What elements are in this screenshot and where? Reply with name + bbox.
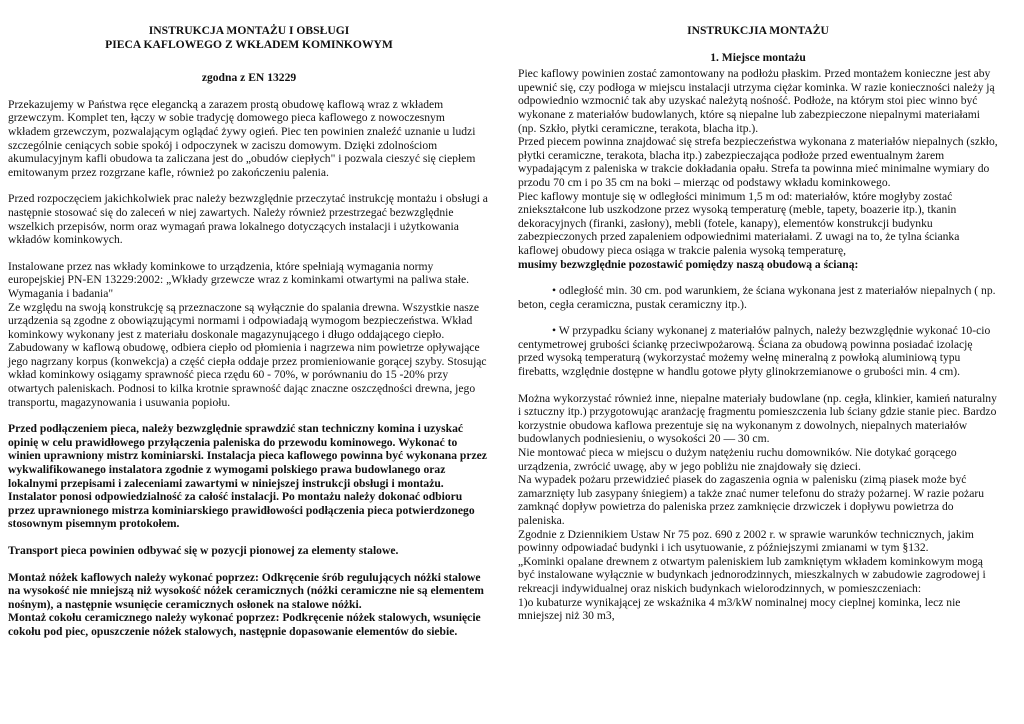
norm-paragraph: Instalowane przez nas wkłady kominkowe to urządzenia, które spełniają wymagania normy europejskiej PN-EN 13229:2002: „Wkłady grzewcze wraz z kominkami otwartymi na paliwa stałe. Wymagania i badania" Ze względu na swoją konstrukcję są przeznaczone są wyłącznie do spalania drewna. Wszystkie nasze urządzenia są zgodne z obowiązującymi normami i odpowiadają wymogom bezpieczeństwa. Wkład kominkowy wykonany jest z materiału doskonale magazynującego i długo oddającego ciepło. Zabudowany w kaflową obudowę, odbiera ciepło od płomienia i nagrzewa nim powietrze opływające jego nagrzany korpus (konwekcja) a część ciepła oddaje przez promieniowanie gorącej szyby. Stosując wkład kominkowy osiągamy sprawność pieca rzędu 60 - 70%, w porównaniu do 15 -20% przy otwartych paleniskach. Podnosi to kilka krotnie sprawność dając znaczne oszczędności drewna, jego transportu, magazynowania i usuwania popiołu. bbox=[8, 259, 487, 409]
placement-paragraph: Piec kaflowy powinien zostać zamontowany na podłożu płaskim. Przed montażem konieczne jest aby upewnić się, czy podłoga w miejscu instalacji utrzyma ciężar kominka. W razie konieczności należy ją odpowiednio wzmocnić tak aby uzyskać należytą nośność. Podłoże, na którym stoi piec winno być wykonane z materiałów budowlanych, które są niepalne lub zabezpieczone niepalnymi materiałami (np. Szkło, płytki ceramiczne, terakota, blacha itp.). Przed piecem powinna znajdować się strefa bezpieczeństwa wykonana z materiałów niepalnych (szkło, płytki ceramiczne, terakota, blacha itp.) zabezpieczająca podłoże przed ewentualnym żarem wypadającym z paleniska w trakcie dokładania opału. Strefa ta powinna mieć minimalne wymiary do przodu 70 cm i po 35 cm na boki – mierząc od podstawy wkładu kominkowego. Piec kaflowy montuje się w odległości minimum 1,5 m od: materiałów, które mogłyby zostać zniekształcone lub uszkodzone przez wysoką temperaturę (meble, tapety, boazerie itp.), tkanin dekoracyjnych (firanki, zasłony), mebli (fotele, kanapy), elementów konstrukcji budynku zabezpieczonych przed zapaleniem odpowiednimi materiałami. Z uwagi na to, że tylna ścianka kaflowej obudowy pieca osiąga w trakcie palenia wysoką temperaturę, bbox=[518, 67, 998, 257]
preparation-paragraph: Przed rozpoczęciem jakichkolwiek prac należy bezwzględnie przeczytać instrukcję montażu i obsługi a następnie stosować się do zaleceń w niej zawartych. Należy również przestrzegać bezwzględnie wszelkich przepisów, norm oraz wymagań prawa lokalnego dotyczących instalacji i użytkowania wkładów kominkowych. bbox=[8, 192, 488, 247]
title-line-2: PIECA KAFLOWEGO Z WKŁADEM KOMINKOWYM bbox=[105, 37, 393, 51]
section-heading: 1. Miejsce montażu bbox=[710, 50, 806, 64]
intro-paragraph: Przekazujemy w Państwa ręce elegancką a zarazem prostą obudowę kaflową wraz z wkładem grzewczym. Komplet ten, łączy w sobie tradycję domowego pieca kaflowego z nowoczesnym wkładem grzewczym, pozwalającym oglądać żywy ogień. Piec ten powinien znaleźć uznanie u ludzi szczególnie ceniących sobie spokój i odpoczynek w zaciszu domowym. Dzięki zdolnościom akumulacyjnym kafli obudowa ta zaliczana jest do „obudów ciepłych" i pozwala cieszyć się ciepłem emitowanym przez rozgrzane kafle, również po zakończeniu palenia. bbox=[8, 97, 476, 179]
standard-reference: zgodna z EN 13229 bbox=[201, 71, 297, 85]
legs-assembly-paragraph: Montaż nóżek kaflowych należy wykonać poprzez: Odkręcenie śrób regulujących nóżki stalowe na wysokość nie mniejszą niż wysokość nóżek ceramicznych (nóżki ceramiczne nie są elementem nośnym), a następnie wsunięcie ceramicznych osłonek na stalowe nóżki. Montaż cokołu ceramicznego należy wykonać poprzez: Podkręcenie nóżek stalowych, wsunięcie cokołu pod piec, opuszczenie nóżek stalowych, następnie dopasowanie elementów do siebie. bbox=[8, 570, 484, 638]
right-title: INSTRUKCJIA MONTAŻU bbox=[687, 24, 829, 37]
title-line-1: INSTRUKCJA MONTAŻU I OBSŁUGI bbox=[148, 24, 350, 37]
bullet-flammable-wall: • W przypadku ściany wykonanej z materiałów palnych, należy bezwzględnie wykonać 10-cio centymetrowej grubości ściankę przeciwpożarową. Ściana za obudową powinna posiadać izolację przed wysoką temperaturą (wykorzystać możemy wełnę mineralną z powłoką aluminiową typu firebatts, względnie dostępne w handlu gotowe płyty glinokrzemianowe o grubości min. 4 cm). bbox=[518, 324, 991, 379]
materials-and-safety-paragraph: Można wykorzystać również inne, niepalne materiały budowlane (np. cegła, klinkier, kamień naturalny i sztuczny itp.) przygotowując aranżację fragmentu pomieszczenia lub ściany gdzie stanie piec. Bardzo korzystnie obudowa kaflowa prezentuje się na wykonanym z dowolnych, niepalnych materiałów budowlanych podniesieniu, o wysokości 20 — 30 cm. Nie montować pieca w miejscu o dużym natężeniu ruchu domowników. Nie dotykać gorącego urządzenia, zwrócić uwagę, aby w jego pobliżu nie znajdowały się dzieci. Na wypadek pożaru przewidzieć piasek do zagaszenia ognia w palenisku (zimą piasek może być zamarznięty lub zasypany śniegiem) a także znać numer telefonu do straży pożarnej. W razie pożaru zamknąć dopływ powietrza do paleniska przez zamknięcie drzwiczek i dopływu powietrza do paleniska. Zgodnie z Dziennikiem Ustaw Nr 75 poz. 690 z 2002 r. w sprawie warunków technicznych, jakim powinny odpowiadać budynki i ich usytuowanie, z późniejszymi zmianami w tym §132. „Kominki opalane drewnem z otwartym paleniskiem lub zamkniętym wkładem kominkowym mogą być instalowane wyłącznie w budynkach jednorodzinnych, mieszkalnych w zabudowie zagrodowej i rekreacji indywidualnej oraz niskich budynkach wielorodzinnych, w pomieszczeniach: 1)o kubaturze wynikającej ze wskaźnika 4 m3/kW nominalnej mocy cieplnej kominka, lecz nie mniejszej niż 30 m3, bbox=[518, 391, 997, 623]
right-column bbox=[518, 24, 998, 623]
left-column bbox=[8, 24, 490, 639]
transport-paragraph: Transport pieca powinien odbywać się w pozycji pionowej za elementy stalowe. bbox=[8, 544, 399, 557]
wall-distance-heading: musimy bezwzględnie pozostawić pomiędzy naszą obudową a ścianą: bbox=[518, 257, 859, 271]
bullet-nonflammable-wall: • odległość min. 30 cm. pod warunkiem, że ściana wykonana jest z materiałów niepalnych ( np. beton, cegła ceramiczna, pustak ceramiczny itp.). bbox=[518, 284, 996, 311]
connection-paragraph: Przed podłączeniem pieca, należy bezwzględnie sprawdzić stan techniczny komina i uzyskać opinię w celu prawidłowego przyłączenia paleniska do przewodu kominowego. Wykonać to winien uprawniony mistrz kominiarski. Instalacja pieca kaflowego powinna być wykonana przez wykwalifikowanego instalatora zgodnie z wymogami polskiego prawa budowlanego oraz lokalnymi przepisami i zaleceniami zawartymi w niniejszej instrukcji obsługi i montażu. Instalator ponosi odpowiedzialność za całość instalacji. Po montażu należy dokonać odbioru przez uprawnionego mistrza kominiarskiego prawidłowości podłączenia pieca potwierdzonego stosownym pisemnym protokołem. bbox=[8, 422, 487, 531]
